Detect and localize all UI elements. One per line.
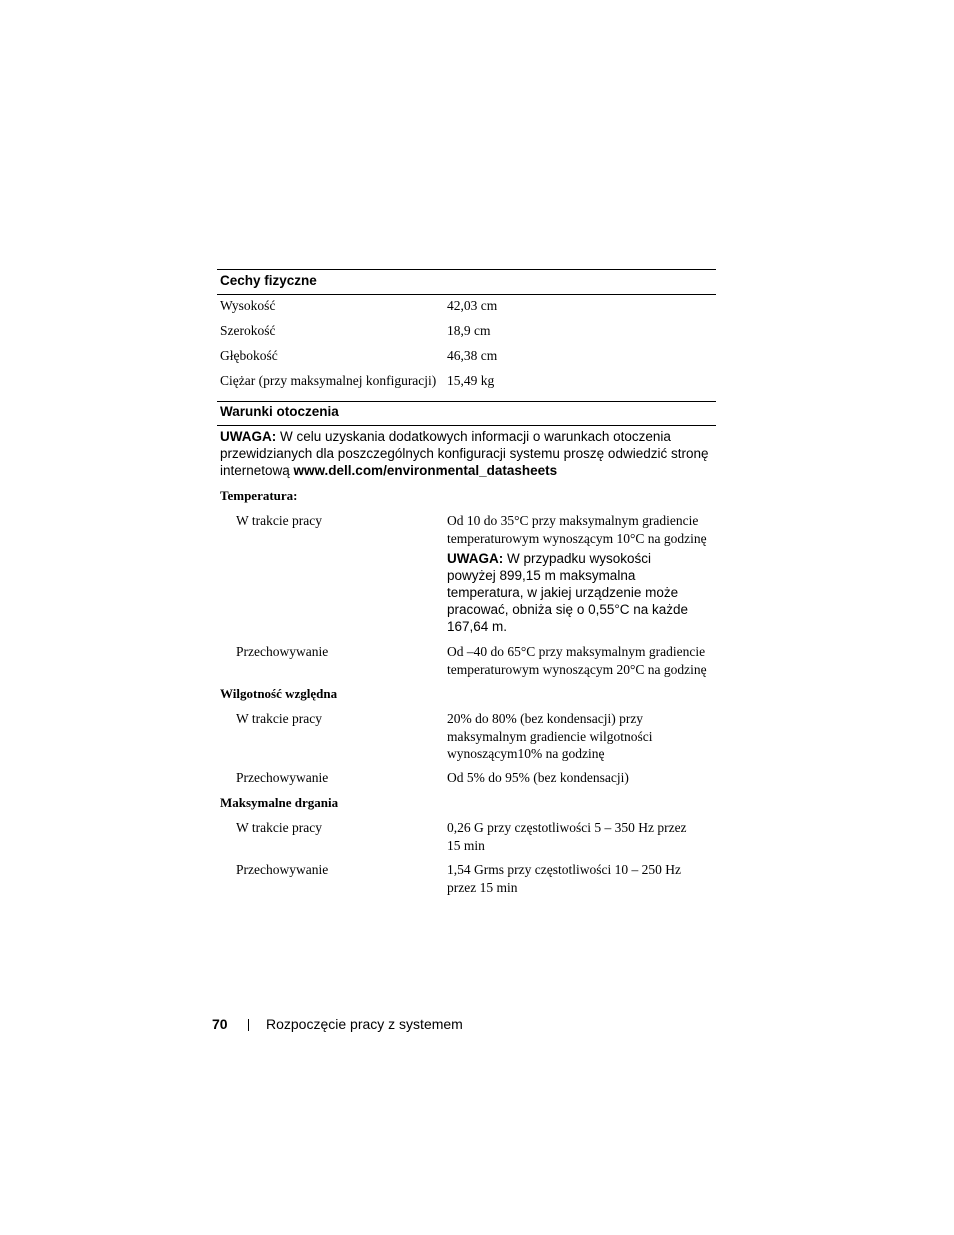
physical-heading: Cechy fizyczne [220, 273, 317, 288]
footer-separator [248, 1019, 249, 1031]
temperature-altitude-note [447, 550, 702, 635]
temperature-storage-label: Przechowywanie [236, 644, 329, 659]
width-value: 18,9 cm [447, 323, 491, 338]
physical-heading-rule [217, 294, 716, 295]
height-value: 42,03 cm [447, 298, 498, 313]
vibration-storage-value: 1,54 Grms przy częstotliwości 10 – 250 Hz przez 15 min [447, 862, 681, 895]
vibration-storage-label: Przechowywanie [236, 862, 329, 877]
temperature-note-text: W przypadku wysokości powyżej 899,15 m maksymalna temperatura, w jakiej urządzenie może pracować, obniża się o 0,55°C na każde 167,64 m. [447, 551, 689, 634]
vibration-operating-label: W trakcie pracy [236, 820, 322, 835]
temperature-note-keyword: UWAGA: [447, 551, 504, 566]
table-top-rule [217, 269, 716, 270]
humidity-operating-value: 20% do 80% (bez kondensacji) przy maksymalnym gradiencie wilgotności wynoszącym10% na godzinę [447, 711, 653, 761]
width-label: Szerokość [220, 323, 276, 338]
weight-value: 15,49 kg [447, 373, 495, 388]
footer-title: Rozpoczęcie pracy z systemem [266, 1016, 463, 1032]
temperature-operating-value: Od 10 do 35°C przy maksymalnym gradiencie temperaturowym wynoszącym 10°C na godzinę [447, 513, 707, 546]
temperature-heading: Temperatura: [220, 488, 298, 503]
environment-heading: Warunki otoczenia [220, 404, 339, 419]
temperature-storage-value: Od –40 do 65°C przy maksymalnym gradiencie temperaturowym wynoszącym 20°C na godzinę [447, 644, 707, 677]
vibration-operating-value: 0,26 G przy częstotliwości 5 – 350 Hz przez 15 min [447, 820, 687, 853]
humidity-operating-label: W trakcie pracy [236, 711, 322, 726]
vibration-heading: Maksymalne drgania [220, 795, 339, 810]
depth-label: Głębokość [220, 348, 278, 363]
depth-value: 46,38 cm [447, 348, 498, 363]
note-text: W celu uzyskania dodatkowych informacji o warunkach otoczenia przewidzianych dla poszczególnych konfiguracji systemu proszę odwiedzić stronę internetową [220, 429, 709, 478]
height-label: Wysokość [220, 298, 276, 313]
humidity-storage-value: Od 5% do 95% (bez kondensacji) [447, 770, 629, 785]
humidity-heading: Wilgotność względna [220, 686, 338, 701]
note-keyword: UWAGA: [220, 429, 277, 444]
temperature-operating-label: W trakcie pracy [236, 513, 322, 528]
page-number: 70 [212, 1016, 228, 1032]
environment-heading-rule [217, 425, 716, 426]
environment-note [220, 428, 710, 479]
datasheets-link[interactable]: www.dell.com/environmental_datasheets [293, 463, 558, 478]
environment-top-rule [217, 401, 716, 402]
weight-label: Ciężar (przy maksymalnej konfiguracji) [220, 373, 437, 388]
humidity-storage-label: Przechowywanie [236, 770, 329, 785]
